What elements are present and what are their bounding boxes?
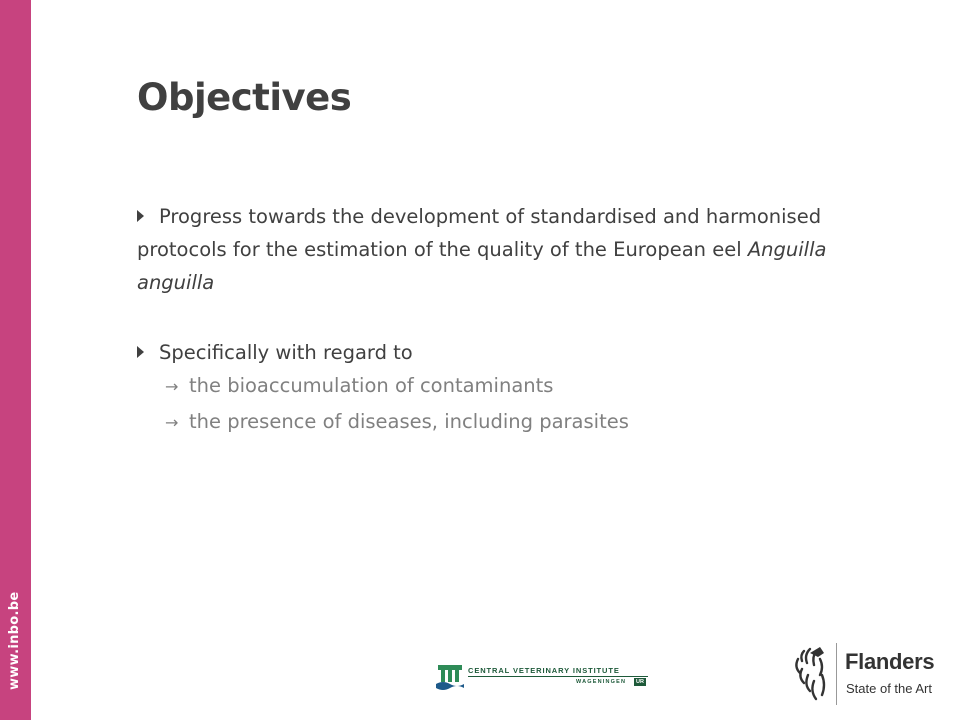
sub-item-1-text: the bioaccumulation of contaminants xyxy=(189,374,554,397)
sub-item-2-text: the presence of diseases, including parasites xyxy=(189,410,629,433)
bullet-1-italic-text: Anguilla anguilla xyxy=(137,238,827,294)
sub-item-1 xyxy=(165,369,553,403)
bullet-item-1 xyxy=(137,200,897,299)
flanders-tagline: State of the Art xyxy=(846,681,932,696)
cvi-divider xyxy=(468,676,648,677)
sub-item-2 xyxy=(165,405,629,439)
bullet-2-text: Specifically with regard to xyxy=(159,341,413,364)
cvi-subtitle: WAGENINGEN xyxy=(576,679,627,685)
flanders-name: Flanders xyxy=(845,649,935,674)
arrow-right-icon: → xyxy=(165,413,179,432)
arrow-right-icon: → xyxy=(165,377,179,396)
triangle-right-icon xyxy=(137,346,144,358)
lion-icon xyxy=(790,645,832,703)
bullet-1-text: Progress towards the development of standardised and harmonised protocols for the estimation of the quality of the European eel xyxy=(137,205,822,261)
website-url: www.inbo.be xyxy=(7,591,22,690)
cvi-badge: UR xyxy=(636,679,644,685)
side-bar xyxy=(0,0,31,720)
slide-title: Objectives xyxy=(137,76,352,119)
cvi-logo xyxy=(436,664,650,690)
bullet-item-2 xyxy=(137,336,897,369)
flanders-divider xyxy=(836,643,837,705)
triangle-right-icon xyxy=(137,210,144,222)
cvi-name: CENTRAL VETERINARY INSTITUTE xyxy=(468,666,620,675)
flanders-logo xyxy=(790,643,950,707)
cvi-emblem-icon xyxy=(436,664,464,690)
